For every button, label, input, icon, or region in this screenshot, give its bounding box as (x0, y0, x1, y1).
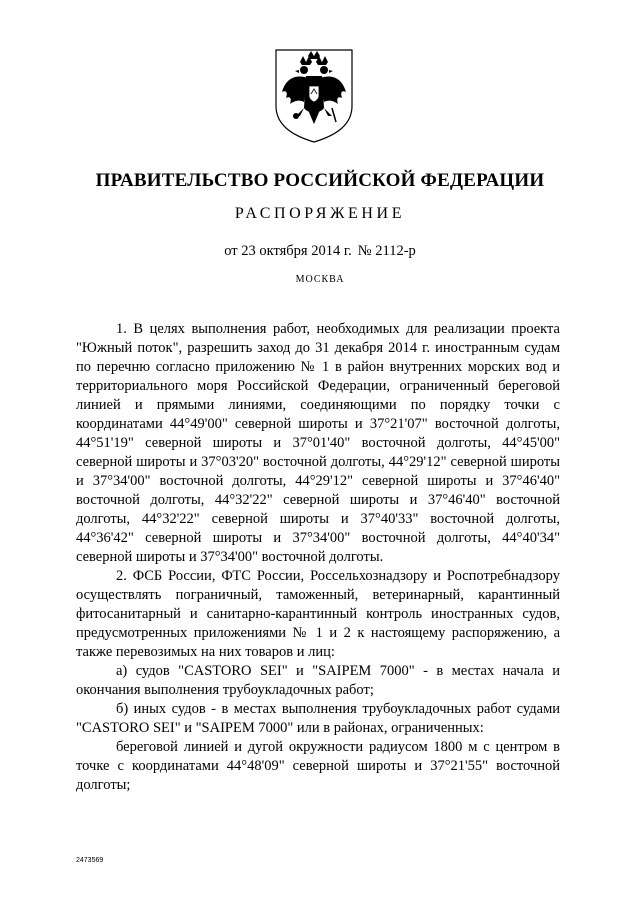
government-title: ПРАВИТЕЛЬСТВО РОССИЙСКОЙ ФЕДЕРАЦИИ (95, 170, 545, 191)
document-type: РАСПОРЯЖЕНИЕ (234, 205, 406, 222)
document-number: № 2112-р (357, 243, 416, 259)
document-city: МОСКВА (295, 274, 345, 285)
paragraph-2b: б) иных судов - в местах выполнения трубоукладочных работ судами "CASTORO SEI" и "SAIPEM 7000" или в районах, ограниченных: (76, 701, 560, 736)
document-code: 2473569 (76, 857, 104, 864)
paragraph-1: 1. В целях выполнения работ, необходимых для реализации проекта "Южный поток", разрешить заход до 31 декабря 2014 г. иностранным судам по перечню согласно приложению № 1 в район внутренних морских вод и территориального моря Российской Федерации, ограниченный береговой линией и прямыми линиями, соединяющими по порядку точки с координатами 44°49'00" северной широты и 37°21'07" восточной долготы, 44°51'19" северной широты и 37°01'40" восточной долготы, 44°45'00" северной широты и 37°03'20" восточной долготы, 44°29'12" северной широты и 37°34'00" восточной долготы, 44°29'12" северной широты и 37°46'40" восточной долготы, 44°32'22" северной широты и 37°46'40" восточной долготы, 44°32'22" северной широты и 37°40'33" восточной долготы, 44°36'42" северной широты и 37°34'00" восточной долготы, 44°40'34" северной широты и 37°34'00" восточной долготы. (76, 321, 560, 565)
russian-coat-of-arms-icon (270, 48, 358, 144)
document-date-line (0, 243, 640, 260)
document-date: от 23 октября 2014 г. (224, 243, 352, 259)
paragraph-2a: а) судов "CASTORO SEI" и "SAIPEM 7000" - в местах начала и окончания выполнения трубоукладочных работ; (76, 663, 560, 698)
paragraph-2b-item: береговой линией и дугой окружности радиусом 1800 м с центром в точке с координатами 44°48'09" северной широты и 37°21'55" восточной долготы; (76, 739, 560, 793)
paragraph-2: 2. ФСБ России, ФТС России, Россельхознадзору и Роспотребнадзору осуществлять пограничный, таможенный, ветеринарный, карантинный фитосанитарный и санитарно-карантинный контроль иностранных судов, предусмотренных приложениями № 1 и 2 к настоящему распоряжению, а также перевозимых на них товаров и лиц: (76, 568, 560, 660)
document-body (76, 320, 560, 795)
